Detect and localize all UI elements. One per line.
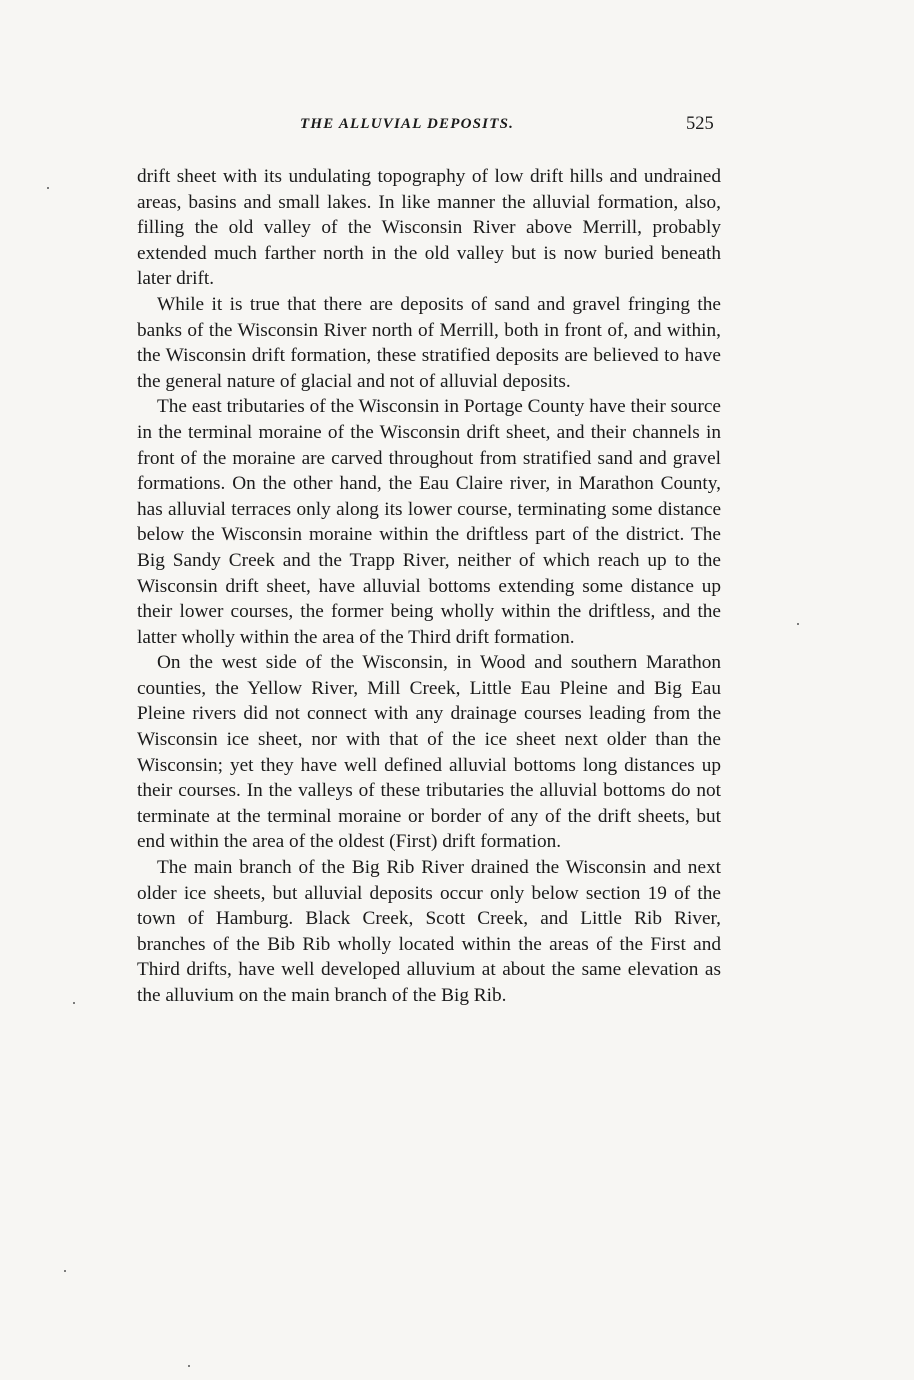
paragraph: While it is true that there are deposits of sand and gravel fringing the banks of the Wisconsin River north of Merrill, both in front of, and within, the Wisconsin drift formation, these stratified deposits are believed to have the general nature of glacial and not of alluvial deposits. xyxy=(137,293,721,392)
paper-speck xyxy=(73,1002,75,1004)
paper-speck xyxy=(47,187,49,189)
running-head: THE ALLUVIAL DEPOSITS. xyxy=(300,116,515,132)
paper-speck xyxy=(64,1270,66,1272)
paragraph: The east tributaries of the Wisconsin in Portage County have their source in the terminal moraine of the Wisconsin drift sheet, and their channels in front of the moraine are carved throughout from stratified sand and gravel formations. On the other hand, the Eau Claire river, in Marathon County, has alluvial terraces only along its lower course, terminating some distance below the Wisconsin moraine within the driftless part of the district. The Big Sandy Creek and the Trapp River, neither of which reach up to the Wisconsin drift sheet, have alluvial bottoms extending some distance up their lower courses, the former being wholly within the driftless, and the latter wholly within the area of the Third drift formation. xyxy=(137,396,721,648)
paragraph: drift sheet with its undulating topography of low drift hills and undrained areas, basins and small lakes. In like manner the alluvial formation, also, filling the old valley of the Wisconsin River above Merrill, probably extended much farther north in the old valley but is now buried beneath later drift. xyxy=(137,166,721,290)
page-number: 525 xyxy=(686,114,714,134)
paragraph: On the west side of the Wisconsin, in Wood and southern Marathon counties, the Yellow River, Mill Creek, Little Eau Pleine and Big Eau Pleine rivers did not connect with any drainage courses leading from the Wisconsin ice sheet, nor with that of the ice sheet next older than the Wisconsin; yet they have well defined alluvial bottoms long distances up their courses. In the valleys of these tributaries the alluvial bottoms do not terminate at the terminal moraine or border of any of the drift sheets, but end within the area of the oldest (First) drift formation. xyxy=(137,652,721,853)
paragraph: The main branch of the Big Rib River drained the Wisconsin and next older ice sheets, but alluvial deposits occur only below section 19 of the town of Hamburg. Black Creek, Scott Creek, and Little Rib River, branches of the Bib Rib wholly located within the areas of the First and Third drifts, have well developed alluvium at about the same elevation as the alluvium on the main branch of the Big Rib. xyxy=(137,857,721,1006)
paper-speck xyxy=(188,1365,190,1367)
paper-speck xyxy=(797,623,799,625)
body-text xyxy=(137,164,721,1009)
